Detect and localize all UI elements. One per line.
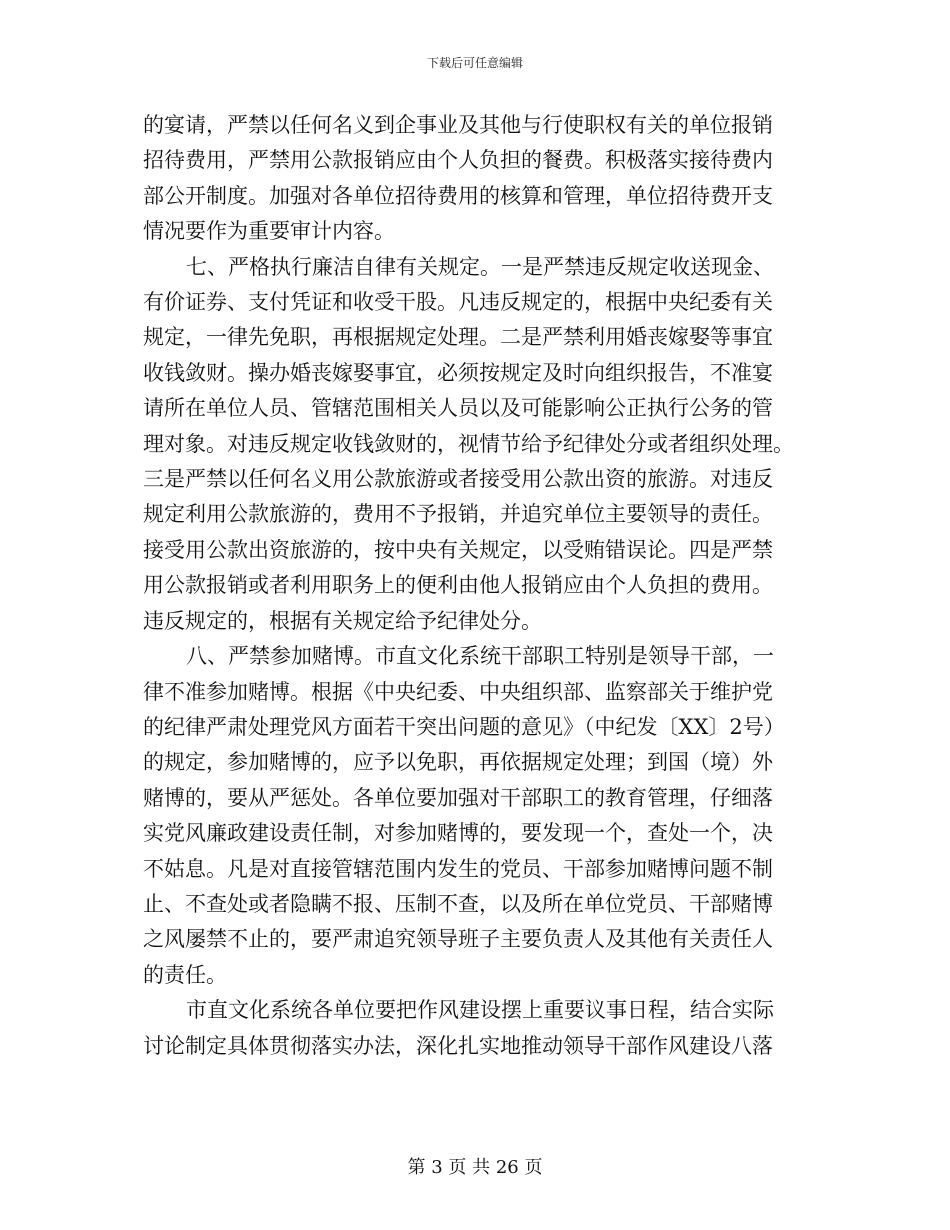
body-text [143, 108, 813, 1064]
text-line: 理对象。对违反规定收钱敛财的，视情节给予纪律处分或者组织处理。 [143, 431, 794, 456]
text-line: 收钱敛财。操办婚丧嫁娶事宜，必须按规定及时向组织报告，不准宴 [143, 360, 773, 385]
text-line: 规定利用公款旅游的，费用不予报销，并追究单位主要领导的责任。 [143, 502, 773, 527]
text-line: 律不准参加赌博。根据《中央纪委、中央组织部、监察部关于维护党 [143, 679, 773, 704]
text-line: 招待费用，严禁用公款报销应由个人负担的餐费。积极落实接待费内 [143, 148, 773, 173]
paragraph-start-line: 市直文化系统各单位要把作风建设摆上重要议事日程，结合实际 [186, 998, 774, 1023]
text-line: 的纪律严肃处理党风方面若干突出问题的意见》（中纪发〔XX〕2号） [143, 714, 785, 739]
text-line: 规定，一律先免职，再根据规定处理。二是严禁利用婚丧嫁娶等事宜 [143, 325, 773, 350]
text-line: 请所在单位人员、管辖范围相关人员以及可能影响公正执行公务的管 [143, 396, 773, 421]
paragraph-start-line: 八、严禁参加赌博。市直文化系统干部职工特别是领导干部，一 [186, 644, 774, 669]
text-line: 三是严禁以任何名义用公款旅游或者接受用公款出资的旅游。对违反 [143, 467, 773, 492]
text-line: 的责任。 [143, 962, 227, 987]
text-line: 部公开制度。加强对各单位招待费用的核算和管理，单位招待费开支 [143, 183, 773, 208]
text-line: 用公款报销或者利用职务上的便利由他人报销应由个人负担的费用。 [143, 573, 773, 598]
page-number-footer: 第 3 页 共 26 页 [407, 1157, 543, 1178]
text-line: 的规定，参加赌博的，应予以免职，再依据规定处理；到国（境）外 [143, 750, 773, 775]
text-line: 违反规定的，根据有关规定给予纪律处分。 [143, 608, 542, 633]
text-line: 实党风廉政建设责任制，对参加赌博的，要发现一个，查处一个，决 [143, 821, 773, 846]
text-line: 有价证券、支付凭证和收受干股。凡违反规定的，根据中央纪委有关 [143, 290, 773, 315]
page-header: 下载后可任意编辑 [426, 56, 523, 70]
text-line: 的宴请，严禁以任何名义到企事业及其他与行使职权有关的单位报销 [143, 113, 773, 137]
text-line: 讨论制定具体贯彻落实办法，深化扎实地推动领导干部作风建设八落 [143, 1033, 773, 1058]
text-line: 情况要作为重要审计内容。 [143, 219, 395, 244]
text-line: 接受用公款出资旅游的，按中央有关规定，以受贿错误论。四是严禁 [143, 537, 773, 562]
text-line: 止、不查处或者隐瞒不报、压制不查，以及所在单位党员、干部赌博 [143, 891, 773, 916]
paragraph-start-line: 七、严格执行廉洁自律有关规定。一是严禁违反规定收送现金、 [186, 254, 774, 279]
text-line: 之风屡禁不止的，要严肃追究领导班子主要负责人及其他有关责任人 [143, 927, 773, 952]
text-line: 赌博的，要从严惩处。各单位要加强对干部职工的教育管理，仔细落 [143, 785, 773, 810]
text-line: 不姑息。凡是对直接管辖范围内发生的党员、干部参加赌博问题不制 [143, 856, 773, 881]
